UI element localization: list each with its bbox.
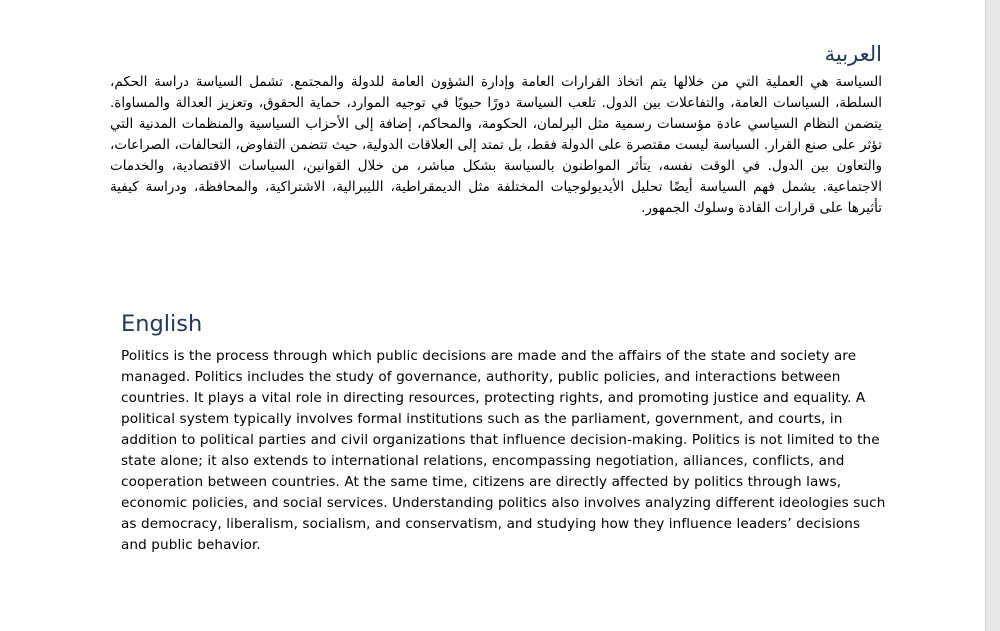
- english-heading: English: [121, 311, 203, 337]
- english-paragraph: Politics is the process through which public decisions are made and the affairs of the state and society are managed. Politics includes the study of governance, authority, public policies, and interactions between countries. It plays a vital role in directing resources, protecting rights, and promoting justice and equality. A political system typically involves formal institutions such as the parliament, government, and courts, in addition to political parties and civil organizations that influence decision-making. Politics is not limited to the state alone; it also extends to international relations, encompassing negotiation, alliances, conflicts, and cooperation between countries. At the same time, citizens are directly affected by politics through laws, economic policies, and social services. Understanding politics also involves analyzing different ideologies such as democracy, liberalism, socialism, and conservatism, and studying how they influence leaders’ decisions and public behavior.: [121, 348, 886, 553]
- arabic-heading: العربية: [824, 42, 882, 66]
- english-section: [121, 307, 886, 556]
- arabic-section: [110, 36, 882, 219]
- arabic-paragraph: السياسة هي العملية التي من خلالها يتم اتخاذ القرارات العامة وإدارة الشؤون العامة للدولة والمجتمع. تشمل السياسة دراسة الحكم، السلطة، السياسات العامة، والتفاعلات بين الدول. تلعب السياسة دورًا حيويًا في توجيه الموارد، حماية الحقوق، وتعزيز العدالة والمساواة. يتضمن النظام السياسي عادة مؤسسات رسمية مثل البرلمان، الحكومة، والمحاكم، إضافة إلى الأحزاب السياسية والمنظمات المدنية التي تؤثر على صنع القرار. السياسة ليست مقتصرة على الدولة فقط، بل تمتد إلى العلاقات الدولية، حيث تتضمن التفاوض، التحالفات، الصراعات، والتعاون بين الدول. في الوقت نفسه، يتأثر المواطنون بالسياسة بشكل مباشر، من خلال القوانين، السياسات الاقتصادية، والخدمات الاجتماعية. يشمل فهم السياسة أيضًا تحليل الأيديولوجيات المختلفة مثل الديمقراطية، الليبرالية، الاشتراكية، والمحافظة، ودراسة كيفية تأثيرها على قرارات القادة وسلوك الجمهور.: [110, 74, 882, 216]
